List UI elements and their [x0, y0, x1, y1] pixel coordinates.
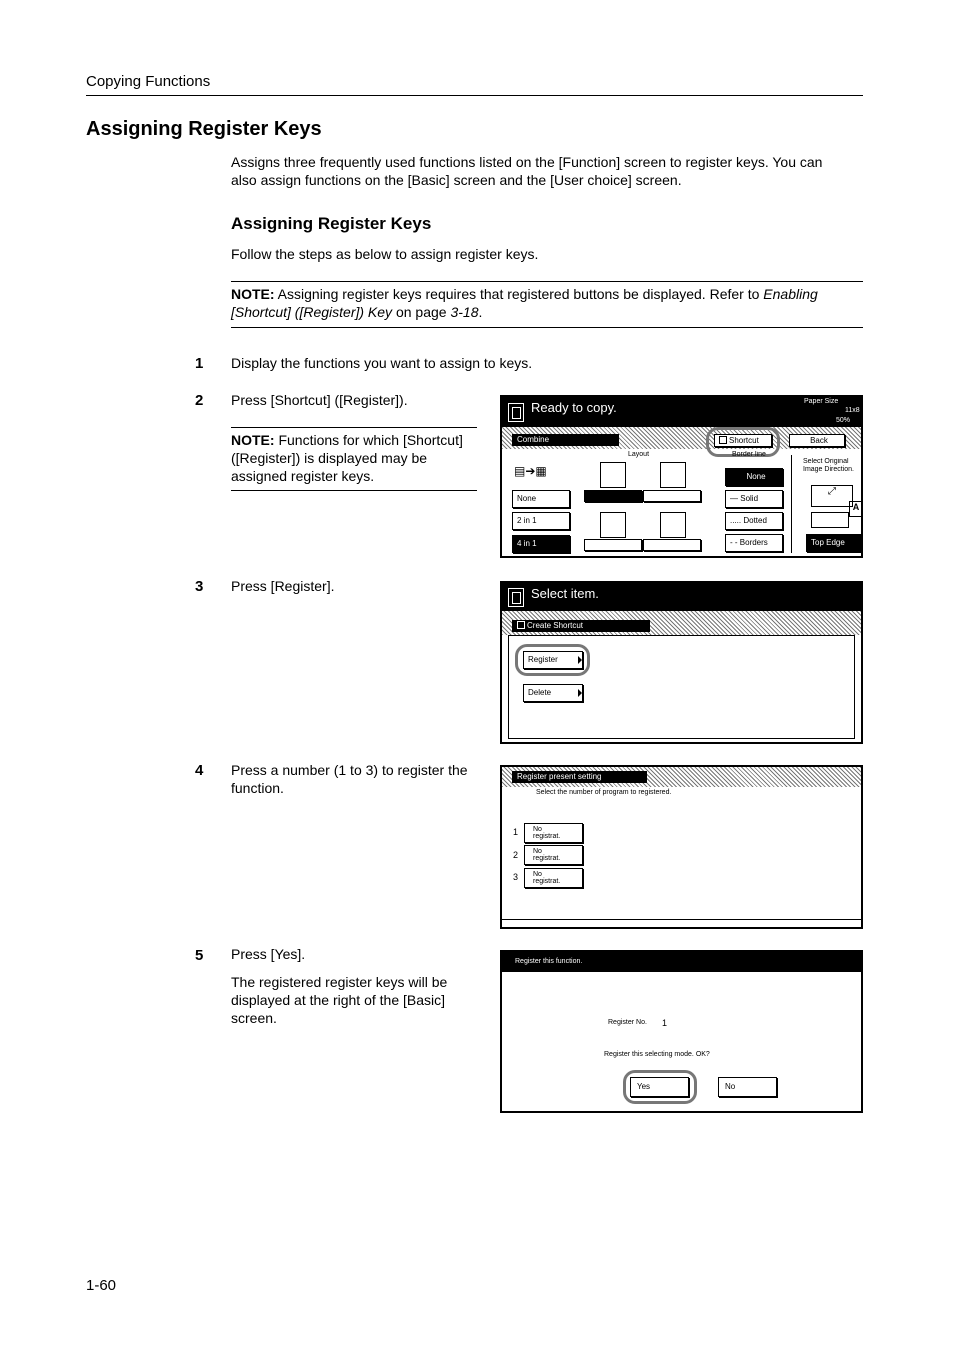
note-mid: on page	[392, 304, 451, 320]
layout-icon[interactable]	[660, 512, 686, 538]
page-number: 1-60	[86, 1277, 117, 1294]
page-title: Assigning Register Keys	[86, 118, 322, 140]
step-number: 1	[195, 355, 204, 372]
step-text: Press [Yes].	[231, 946, 306, 962]
tab-combine[interactable]: Combine	[512, 434, 619, 446]
screen-create-shortcut	[500, 581, 863, 744]
layout-select-button[interactable]	[584, 490, 642, 502]
border-solid-button[interactable]: — Solid	[725, 490, 783, 508]
yes-button[interactable]: Yes	[630, 1077, 689, 1097]
screen-combine	[500, 395, 863, 558]
paper-size-value: 11x8	[845, 407, 860, 414]
layout-icon[interactable]	[600, 462, 626, 488]
border-dotted-button[interactable]: ..... Dotted	[725, 512, 783, 530]
letter-a-icon: A	[849, 501, 863, 517]
document-icon	[508, 403, 524, 422]
register-no-value: 1	[662, 1018, 668, 1028]
original-direction-text: Select Original Image Direction.	[803, 458, 854, 473]
note-label: NOTE:	[231, 286, 275, 302]
highlight-ring	[515, 644, 590, 676]
dialog-title: Register this function.	[515, 958, 583, 965]
slot-number: 3	[513, 872, 519, 882]
layout-select-button[interactable]	[584, 539, 642, 551]
step-note	[231, 431, 477, 485]
status-text: Ready to copy.	[531, 400, 617, 415]
header-rule	[86, 95, 863, 96]
status-bar	[502, 397, 861, 427]
note-page: 3-18	[450, 304, 479, 320]
document-icon	[508, 588, 524, 607]
note-rule-top	[231, 427, 477, 428]
slot-number: 1	[513, 827, 519, 837]
shortcut-button[interactable]: Shortcut	[714, 434, 772, 447]
intro-paragraph: Assigns three frequently used functions listed on the [Function] screen to register keys. You can also assign functions on the [Basic] screen and the [User choice] screen.	[231, 154, 823, 188]
border-borders-button[interactable]: - - Borders	[725, 534, 783, 552]
note-text: Assigning register keys requires that registered buttons be displayed. Refer to	[274, 286, 764, 302]
confirm-question: Register this selecting mode. OK?	[604, 1051, 710, 1058]
4in1-button[interactable]: 4 in 1	[512, 535, 570, 553]
step-text: Display the functions you want to assign to keys.	[231, 355, 533, 371]
slot-number: 2	[513, 850, 519, 860]
highlight-ring	[623, 1070, 697, 1104]
note-label: NOTE:	[231, 432, 275, 448]
screen-register-function	[500, 950, 863, 1113]
follow-text: Follow the steps as below to assign register keys.	[231, 246, 539, 262]
slot-button-2[interactable]: No registrat.	[524, 845, 583, 865]
step-number: 2	[195, 392, 204, 409]
note-text: Functions for which [Shortcut] ([Register]) is displayed may be assigned register keys.	[231, 432, 463, 484]
step-text: Press a number (1 to 3) to register the function.	[231, 762, 468, 796]
layout-icon[interactable]	[600, 512, 626, 538]
step-number: 4	[195, 762, 204, 779]
screen-register-present-setting	[500, 765, 863, 929]
border-line-label: Border line	[732, 451, 766, 456]
layout-select-button[interactable]	[643, 539, 701, 551]
none-button[interactable]: None	[512, 490, 570, 508]
combine-icon: ▤➔▦	[514, 464, 547, 478]
instruction-text: Select the number of program to registered.	[536, 789, 672, 796]
step-text: Press [Register].	[231, 578, 335, 594]
2in1-button[interactable]: 2 in 1	[512, 512, 570, 530]
step-number: 3	[195, 578, 204, 595]
step-text: Press [Shortcut] ([Register]).	[231, 392, 408, 408]
zoom-value: 50%	[836, 417, 851, 424]
note-ref: Enabling [Shortcut] ([Register]) Key	[231, 286, 818, 320]
shortcut-icon	[517, 621, 525, 629]
layout-label: Layout	[628, 451, 650, 458]
note-rule-bottom	[231, 490, 477, 491]
divider	[502, 919, 861, 920]
section-subtitle: Assigning Register Keys	[231, 214, 432, 233]
divider	[791, 455, 792, 553]
note-box	[231, 285, 861, 321]
layout-select-button[interactable]	[643, 490, 701, 502]
status-bar	[502, 583, 861, 611]
step-number: 5	[195, 947, 204, 964]
top-edge-button[interactable]: Top Edge	[806, 534, 863, 552]
arrow-right-icon	[578, 689, 582, 697]
delete-button[interactable]: Delete	[523, 684, 583, 702]
title-bar	[502, 952, 861, 972]
layout-icon[interactable]	[660, 462, 686, 488]
tab-create-shortcut[interactable]: Create Shortcut	[512, 620, 650, 632]
running-header: Copying Functions	[86, 73, 211, 90]
note-end: .	[478, 304, 483, 320]
register-button[interactable]: Register	[523, 651, 583, 669]
orientation-icon[interactable]	[811, 512, 849, 528]
back-button[interactable]: Back	[789, 434, 845, 447]
note-rule-bottom	[231, 327, 863, 328]
register-no-label: Register No.	[608, 1019, 647, 1026]
slot-button-1[interactable]: No registrat.	[524, 823, 583, 843]
step-extra: The registered register keys will be displayed at the right of the [Basic] screen.	[231, 974, 448, 1026]
note-rule-top	[231, 281, 863, 282]
status-text: Select item.	[531, 586, 599, 601]
slot-button-3[interactable]: No registrat.	[524, 868, 583, 888]
border-none-button[interactable]: None	[725, 468, 783, 486]
no-button[interactable]: No	[718, 1077, 777, 1097]
paper-size-label: Paper Size	[804, 398, 839, 405]
orientation-icon[interactable]: ⤢	[811, 485, 853, 507]
tab-register-present-setting[interactable]: Register present setting	[512, 771, 647, 783]
